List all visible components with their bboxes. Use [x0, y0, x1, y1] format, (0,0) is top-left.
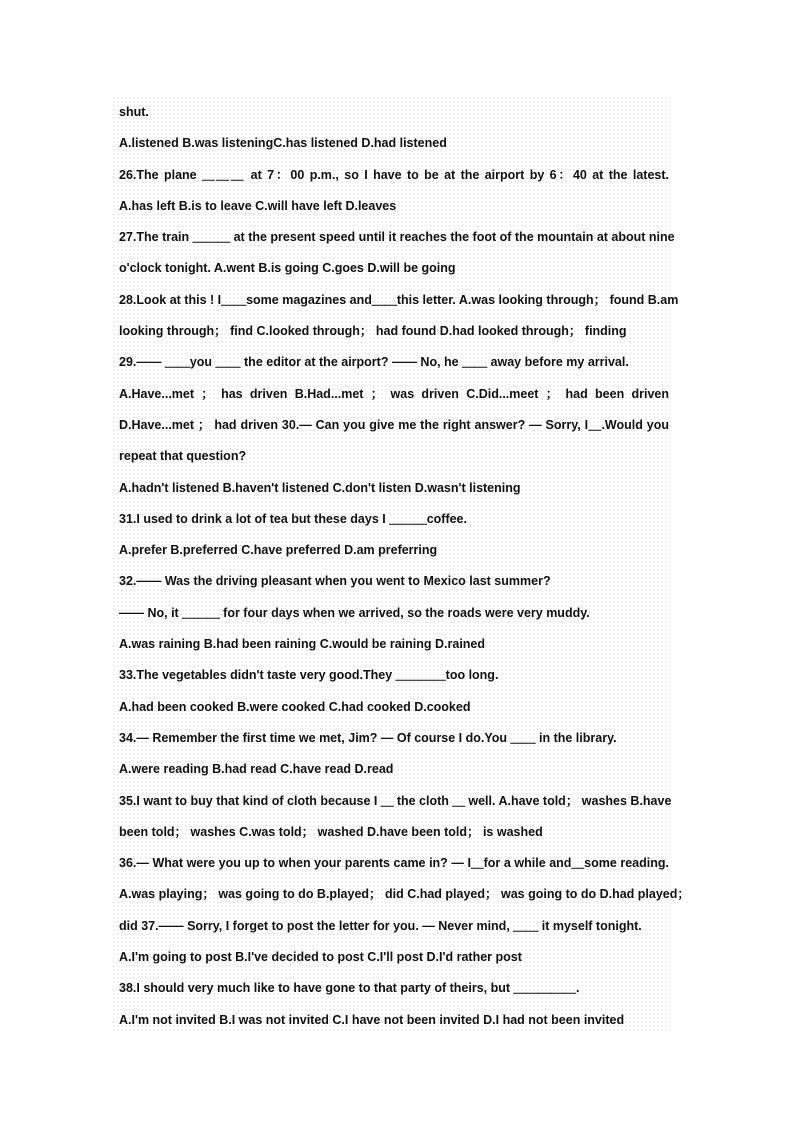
answer-options: A.has left B.is to leave C.will have left D.leaves — [119, 198, 397, 213]
text-line: repeat that question? — [119, 449, 247, 464]
answer-options: A.were reading B.had read C.have read D.read — [119, 762, 394, 777]
question-27: 27.The train ＿＿＿ at the present speed until it reaches the foot of the mountain at about nine — [119, 230, 675, 245]
question-32: 32.—— Was the driving pleasant when you went to Mexico last summer? — [119, 574, 551, 589]
answer-options: A.I'm going to post B.I've decided to post C.I'll post D.I'd rather post — [119, 950, 522, 965]
question-34: 34.— Remember the first time we met, Jim? — Of course I do.You ＿＿ in the library. — [119, 730, 617, 745]
question-38: 38.I should very much like to have gone to that party of theirs, but ＿＿＿＿＿. — [119, 981, 580, 996]
text-line: shut. — [119, 105, 149, 119]
text-line: —— No, it ＿＿＿ for four days when we arrived, so the roads were very muddy. — [119, 605, 590, 620]
question-33: 33.The vegetables didn't taste very good.They ＿＿＿＿too long. — [119, 668, 499, 683]
answer-options: A.hadn't listened B.haven't listened C.don't listen D.wasn't listening — [119, 480, 521, 495]
answer-options: looking through； find C.looked through； had found D.had looked through； finding — [119, 324, 627, 339]
answer-options: A.listened B.was listeningC.has listened D.had listened — [119, 136, 447, 151]
answer-options: been told； washes C.was told； washed D.have been told； is washed — [119, 824, 543, 839]
answer-options: A.Have...met ； has driven B.Had...met ； was driven C.Did...meet ； had been driven — [119, 386, 669, 401]
question-37: did 37.—— Sorry, I forget to post the letter for you. — Never mind, ＿＿ it myself tonight. — [119, 918, 642, 933]
question-30: D.Have...met ； had driven 30.— Can you give me the right answer? — Sorry, I＿.Would you — [119, 417, 669, 432]
question-36: 36.— What were you up to when your parents came in? — I＿for a while and＿some reading. — [119, 856, 669, 871]
answer-options: A.had been cooked B.were cooked C.had cooked D.cooked — [119, 699, 471, 714]
question-28: 28.Look at this ! I＿＿some magazines and＿＿this letter. A.was looking through； found B.am — [119, 292, 679, 307]
answer-options: A.I'm not invited B.I was not invited C.I have not been invited D.I had not been invited — [119, 1012, 625, 1027]
question-35: 35.I want to buy that kind of cloth because I ＿ the cloth ＿ well. A.have told； washes B.have — [119, 793, 672, 808]
answer-options: A.was playing； was going to do B.played； did C.had played； was going to do D.had played； — [119, 887, 690, 902]
document-body — [119, 103, 690, 1042]
question-26: 26.The plane ＿＿＿ at 7：00 p.m., so I have to be at the airport by 6：40 at the latest. — [119, 167, 669, 182]
text-line: o'clock tonight. A.went B.is going C.goes D.will be going — [119, 261, 456, 276]
answer-options: A.prefer B.preferred C.have preferred D.am preferring — [119, 543, 438, 558]
question-29: 29.—— ＿＿you ＿＿ the editor at the airport? —— No, he ＿＿ away before my arrival. — [119, 355, 629, 370]
question-31: 31.I used to drink a lot of tea but these days I ＿＿＿coffee. — [119, 511, 467, 526]
answer-options: A.was raining B.had been raining C.would be raining D.rained — [119, 637, 486, 652]
